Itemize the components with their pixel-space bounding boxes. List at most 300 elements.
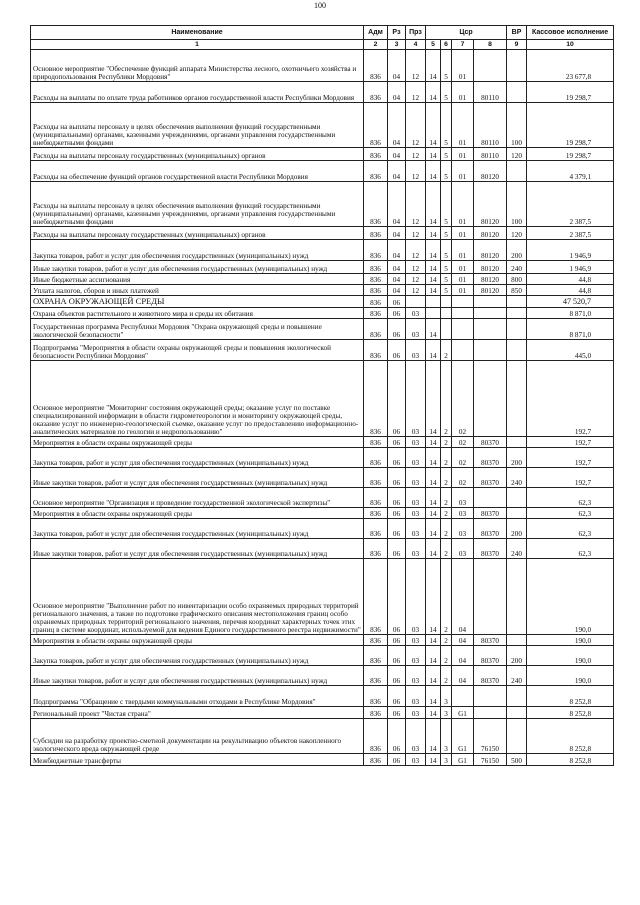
row-prz: 12 <box>406 227 426 240</box>
row-execution: 445,0 <box>527 340 614 361</box>
row-prz: 12 <box>406 161 426 182</box>
row-rz: 06 <box>388 686 406 707</box>
row-execution: 192,7 <box>527 361 614 437</box>
row-csr-part2: 3 <box>441 719 452 754</box>
row-rz: 04 <box>388 240 406 261</box>
row-csr-part4 <box>474 296 507 308</box>
row-csr-part3: 04 <box>452 559 474 635</box>
row-rz: 06 <box>388 635 406 646</box>
row-vr <box>507 319 527 340</box>
row-csr-part2: 5 <box>441 261 452 274</box>
row-adm: 836 <box>364 437 388 448</box>
row-name: Мероприятия в области охраны окружающей среды <box>31 508 364 519</box>
row-vr <box>507 686 527 707</box>
table-row <box>31 240 614 261</box>
row-vr: 240 <box>507 666 527 686</box>
row-csr-part1: 14 <box>426 148 441 161</box>
row-rz: 06 <box>388 508 406 519</box>
row-prz: 03 <box>406 340 426 361</box>
row-csr-part3: 04 <box>452 635 474 646</box>
row-vr <box>507 296 527 308</box>
row-adm: 836 <box>364 340 388 361</box>
row-adm: 836 <box>364 227 388 240</box>
row-vr: 200 <box>507 240 527 261</box>
row-prz: 12 <box>406 274 426 285</box>
row-name: Закупка товаров, работ и услуг для обеспечения государственных (муниципальных) нужд <box>31 646 364 666</box>
row-prz: 03 <box>406 635 426 646</box>
row-csr-part1: 14 <box>426 707 441 719</box>
row-csr-part3: 03 <box>452 508 474 519</box>
row-rz: 04 <box>388 103 406 148</box>
table-row <box>31 103 614 148</box>
row-csr-part4: 80120 <box>474 285 507 296</box>
row-csr-part3: 02 <box>452 468 474 488</box>
row-name: Иные закупки товаров, работ и услуг для обеспечения государственных (муниципальных) нужд <box>31 539 364 559</box>
row-vr <box>507 508 527 519</box>
row-csr-part3: 03 <box>452 519 474 539</box>
row-adm: 836 <box>364 182 388 227</box>
table-row <box>31 646 614 666</box>
row-prz: 12 <box>406 285 426 296</box>
row-adm: 836 <box>364 261 388 274</box>
row-name: Охрана объектов растительного и животного мира и среды их обитания <box>31 308 364 319</box>
row-csr-part1: 14 <box>426 319 441 340</box>
row-csr-part1: 14 <box>426 161 441 182</box>
row-adm: 836 <box>364 666 388 686</box>
row-csr-part2 <box>441 308 452 319</box>
row-csr-part4: 80120 <box>474 161 507 182</box>
row-csr-part1: 14 <box>426 182 441 227</box>
row-csr-part3 <box>452 296 474 308</box>
row-csr-part4: 80370 <box>474 539 507 559</box>
row-csr-part2: 5 <box>441 82 452 103</box>
row-csr-part2: 3 <box>441 707 452 719</box>
col-num-3: 3 <box>388 40 406 50</box>
row-csr-part1: 14 <box>426 754 441 766</box>
row-csr-part4: 80370 <box>474 468 507 488</box>
table-row <box>31 274 614 285</box>
row-name: Иные закупки товаров, работ и услуг для обеспечения государственных (муниципальных) нужд <box>31 261 364 274</box>
row-name: Основное мероприятие "Обеспечение функций аппарата Министерства лесного, охотничьего хозяйства и природопользования Республики Мордовия" <box>31 50 364 82</box>
row-vr <box>507 161 527 182</box>
row-csr-part4 <box>474 559 507 635</box>
table-row <box>31 719 614 754</box>
row-rz: 06 <box>388 488 406 508</box>
row-csr-part4: 80370 <box>474 635 507 646</box>
table-row <box>31 308 614 319</box>
row-csr-part4: 80120 <box>474 227 507 240</box>
row-csr-part2: 5 <box>441 285 452 296</box>
row-execution: 44,8 <box>527 274 614 285</box>
row-name: Расходы на выплаты по оплате труда работников органов государственной власти Республики Мордовия <box>31 82 364 103</box>
row-execution: 190,0 <box>527 646 614 666</box>
row-prz: 03 <box>406 508 426 519</box>
row-csr-part2: 2 <box>441 468 452 488</box>
row-adm: 836 <box>364 448 388 468</box>
row-prz <box>406 296 426 308</box>
row-adm: 836 <box>364 468 388 488</box>
row-vr: 240 <box>507 468 527 488</box>
row-csr-part1: 14 <box>426 50 441 82</box>
row-rz: 06 <box>388 448 406 468</box>
col-num-8: 8 <box>474 40 507 50</box>
row-csr-part1: 14 <box>426 448 441 468</box>
row-csr-part2: 5 <box>441 148 452 161</box>
row-csr-part2: 3 <box>441 754 452 766</box>
row-adm: 836 <box>364 274 388 285</box>
row-execution: 23 677,8 <box>527 50 614 82</box>
row-csr-part4: 80110 <box>474 82 507 103</box>
row-rz: 06 <box>388 666 406 686</box>
row-vr <box>507 82 527 103</box>
row-adm: 836 <box>364 686 388 707</box>
table-row <box>31 488 614 508</box>
row-rz: 06 <box>388 361 406 437</box>
row-name: Расходы на выплаты персоналу государственных (муниципальных) органов <box>31 148 364 161</box>
row-csr-part3: 03 <box>452 539 474 559</box>
row-rz: 04 <box>388 274 406 285</box>
row-adm: 836 <box>364 488 388 508</box>
row-prz: 12 <box>406 148 426 161</box>
row-vr <box>507 707 527 719</box>
column-number-row <box>31 40 614 50</box>
col-num-5: 5 <box>426 40 441 50</box>
row-csr-part1: 14 <box>426 227 441 240</box>
col-num-6: 6 <box>441 40 452 50</box>
row-adm: 836 <box>364 240 388 261</box>
row-prz: 12 <box>406 50 426 82</box>
row-prz: 03 <box>406 361 426 437</box>
row-vr <box>507 361 527 437</box>
row-prz: 12 <box>406 103 426 148</box>
row-csr-part4: 80370 <box>474 448 507 468</box>
row-csr-part3 <box>452 319 474 340</box>
row-csr-part2 <box>441 296 452 308</box>
row-csr-part1: 14 <box>426 508 441 519</box>
row-csr-part1: 14 <box>426 437 441 448</box>
row-csr-part1: 14 <box>426 646 441 666</box>
row-csr-part3: 01 <box>452 148 474 161</box>
row-execution: 62,3 <box>527 508 614 519</box>
row-csr-part2: 2 <box>441 361 452 437</box>
row-csr-part1: 14 <box>426 719 441 754</box>
row-name: Государственная программа Республики Мордовия "Охрана окружающей среды и повышение экологической безопасности" <box>31 319 364 340</box>
row-prz: 03 <box>406 468 426 488</box>
row-vr <box>507 308 527 319</box>
row-csr-part2 <box>441 319 452 340</box>
row-rz: 04 <box>388 161 406 182</box>
row-execution: 8 871,0 <box>527 319 614 340</box>
row-csr-part3: 01 <box>452 82 474 103</box>
row-csr-part4: 76150 <box>474 719 507 754</box>
row-name: Закупка товаров, работ и услуг для обеспечения государственных (муниципальных) нужд <box>31 448 364 468</box>
row-name: Основное мероприятие "Выполнение работ по инвентаризации особо охраняемых природных территорий регионального значения, а также по подготовке графического описания местоположения границ особо охраняемых природных территорий регионального значения, перечня координат характерных точек этих границ в системе координат, используемой для ведения Единого государственного реестра недвижимости" <box>31 559 364 635</box>
row-execution: 190,0 <box>527 559 614 635</box>
row-csr-part4: 80120 <box>474 182 507 227</box>
row-csr-part4: 80370 <box>474 666 507 686</box>
row-csr-part1: 14 <box>426 285 441 296</box>
row-csr-part2: 5 <box>441 161 452 182</box>
table-row <box>31 707 614 719</box>
header-row <box>31 26 614 40</box>
row-name: Мероприятия в области охраны окружающей среды <box>31 635 364 646</box>
table-row <box>31 448 614 468</box>
table-row <box>31 468 614 488</box>
row-name: Мероприятия в области охраны окружающей среды <box>31 437 364 448</box>
row-execution: 44,8 <box>527 285 614 296</box>
row-prz: 03 <box>406 437 426 448</box>
row-prz: 12 <box>406 240 426 261</box>
row-execution: 8 252,8 <box>527 719 614 754</box>
table-row <box>31 686 614 707</box>
table-row <box>31 437 614 448</box>
row-csr-part2: 2 <box>441 666 452 686</box>
row-csr-part2: 5 <box>441 274 452 285</box>
row-execution: 19 298,7 <box>527 82 614 103</box>
row-rz: 06 <box>388 340 406 361</box>
col-num-10: 10 <box>527 40 614 50</box>
row-adm: 836 <box>364 635 388 646</box>
row-name: Уплата налогов, сборов и иных платежей <box>31 285 364 296</box>
row-csr-part2: 2 <box>441 519 452 539</box>
row-vr: 200 <box>507 519 527 539</box>
row-vr <box>507 488 527 508</box>
row-name: Подпрограмма "Мероприятия в области охраны окружающей среды и повышения экологической безопасности Республики Мордовия" <box>31 340 364 361</box>
col-num-4: 4 <box>406 40 426 50</box>
table-body <box>31 50 614 766</box>
row-rz: 06 <box>388 707 406 719</box>
row-adm: 836 <box>364 361 388 437</box>
row-name: Расходы на выплаты персоналу в целях обеспечения выполнения функций государственными (муниципальными) органами, казенными учреждениями, органами управления государственными внебюджетными фондами <box>31 182 364 227</box>
row-rz: 06 <box>388 437 406 448</box>
table-row <box>31 82 614 103</box>
row-csr-part4: 80120 <box>474 261 507 274</box>
row-execution: 62,3 <box>527 488 614 508</box>
row-prz: 03 <box>406 448 426 468</box>
row-rz: 06 <box>388 754 406 766</box>
row-csr-part2: 5 <box>441 103 452 148</box>
row-csr-part1: 14 <box>426 635 441 646</box>
budget-table <box>30 25 614 766</box>
row-csr-part4: 80120 <box>474 274 507 285</box>
row-execution: 19 298,7 <box>527 148 614 161</box>
row-rz: 06 <box>388 319 406 340</box>
table-row <box>31 50 614 82</box>
row-csr-part1: 14 <box>426 261 441 274</box>
row-csr-part3: 02 <box>452 437 474 448</box>
row-prz: 03 <box>406 559 426 635</box>
row-vr: 500 <box>507 754 527 766</box>
row-rz: 06 <box>388 646 406 666</box>
row-adm: 836 <box>364 296 388 308</box>
row-vr: 100 <box>507 103 527 148</box>
row-vr: 200 <box>507 448 527 468</box>
row-adm: 836 <box>364 646 388 666</box>
row-execution: 192,7 <box>527 437 614 448</box>
row-adm: 836 <box>364 707 388 719</box>
row-prz: 03 <box>406 519 426 539</box>
row-csr-part4 <box>474 340 507 361</box>
row-csr-part1: 14 <box>426 468 441 488</box>
row-adm: 836 <box>364 559 388 635</box>
row-execution: 192,7 <box>527 448 614 468</box>
row-name: Закупка товаров, работ и услуг для обеспечения государственных (муниципальных) нужд <box>31 240 364 261</box>
row-csr-part4 <box>474 361 507 437</box>
row-rz: 04 <box>388 182 406 227</box>
row-csr-part3: 01 <box>452 240 474 261</box>
row-name: Иные закупки товаров, работ и услуг для обеспечения государственных (муниципальных) нужд <box>31 468 364 488</box>
row-csr-part2: 2 <box>441 646 452 666</box>
table-row <box>31 182 614 227</box>
page-number: 100 <box>314 1 326 10</box>
row-prz: 03 <box>406 666 426 686</box>
row-name: Иные бюджетные ассигнования <box>31 274 364 285</box>
row-rz: 04 <box>388 285 406 296</box>
row-csr-part2: 5 <box>441 227 452 240</box>
row-execution: 8 252,8 <box>527 686 614 707</box>
row-csr-part3 <box>452 686 474 707</box>
row-adm: 836 <box>364 508 388 519</box>
row-prz: 03 <box>406 308 426 319</box>
row-execution: 190,0 <box>527 635 614 646</box>
row-prz: 03 <box>406 686 426 707</box>
row-csr-part2: 2 <box>441 437 452 448</box>
row-csr-part3: G1 <box>452 754 474 766</box>
row-csr-part4 <box>474 488 507 508</box>
row-csr-part4: 76150 <box>474 754 507 766</box>
row-prz: 12 <box>406 261 426 274</box>
row-name: Субсидии на разработку проектно-сметной документации на рекультивацию объектов накопленного экологического вреда окружающей среде <box>31 719 364 754</box>
row-prz: 03 <box>406 754 426 766</box>
row-csr-part1: 14 <box>426 666 441 686</box>
row-csr-part3 <box>452 308 474 319</box>
row-prz: 12 <box>406 82 426 103</box>
row-name: Межбюджетные трансферты <box>31 754 364 766</box>
row-csr-part3: 01 <box>452 227 474 240</box>
row-csr-part1: 14 <box>426 240 441 261</box>
row-csr-part4: 80370 <box>474 519 507 539</box>
row-execution: 8 252,8 <box>527 707 614 719</box>
row-csr-part4 <box>474 707 507 719</box>
row-csr-part2: 2 <box>441 448 452 468</box>
row-adm: 836 <box>364 50 388 82</box>
header-vr: ВР <box>507 26 527 40</box>
col-num-9: 9 <box>507 40 527 50</box>
row-csr-part4 <box>474 319 507 340</box>
row-csr-part4 <box>474 50 507 82</box>
header-prz: Прз <box>406 26 426 40</box>
row-rz: 06 <box>388 296 406 308</box>
row-csr-part1 <box>426 308 441 319</box>
row-csr-part1: 14 <box>426 82 441 103</box>
row-rz: 04 <box>388 148 406 161</box>
row-adm: 836 <box>364 319 388 340</box>
row-rz: 06 <box>388 539 406 559</box>
table-row <box>31 666 614 686</box>
row-csr-part1: 14 <box>426 488 441 508</box>
row-prz: 03 <box>406 488 426 508</box>
row-rz: 04 <box>388 50 406 82</box>
row-execution: 2 387,5 <box>527 182 614 227</box>
table-row <box>31 559 614 635</box>
row-csr-part2: 5 <box>441 182 452 227</box>
row-rz: 04 <box>388 227 406 240</box>
row-rz: 06 <box>388 308 406 319</box>
row-csr-part1: 14 <box>426 274 441 285</box>
row-csr-part2: 2 <box>441 340 452 361</box>
row-name: Основное мероприятие "Организация и проведение государственной экологической экспертизы" <box>31 488 364 508</box>
table-row <box>31 508 614 519</box>
row-execution: 1 946,9 <box>527 240 614 261</box>
row-name: Закупка товаров, работ и услуг для обеспечения государственных (муниципальных) нужд <box>31 519 364 539</box>
row-vr: 120 <box>507 227 527 240</box>
row-rz: 06 <box>388 519 406 539</box>
row-adm: 836 <box>364 754 388 766</box>
row-csr-part1: 14 <box>426 340 441 361</box>
row-prz: 03 <box>406 539 426 559</box>
header-csr: Цср <box>426 26 507 40</box>
row-csr-part1: 14 <box>426 103 441 148</box>
row-vr: 800 <box>507 274 527 285</box>
row-vr <box>507 437 527 448</box>
row-csr-part1: 14 <box>426 519 441 539</box>
row-vr <box>507 635 527 646</box>
row-csr-part3: 01 <box>452 161 474 182</box>
table-row <box>31 340 614 361</box>
row-execution: 2 387,5 <box>527 227 614 240</box>
header-exec: Кассовое исполнение <box>527 26 614 40</box>
row-vr <box>507 340 527 361</box>
row-execution: 1 946,9 <box>527 261 614 274</box>
row-vr: 240 <box>507 261 527 274</box>
row-vr: 100 <box>507 182 527 227</box>
table-row <box>31 285 614 296</box>
row-rz: 06 <box>388 559 406 635</box>
col-num-7: 7 <box>452 40 474 50</box>
row-csr-part2: 5 <box>441 240 452 261</box>
row-adm: 836 <box>364 161 388 182</box>
row-csr-part2: 2 <box>441 508 452 519</box>
row-name: Расходы на выплаты персоналу в целях обеспечения выполнения функций государственными (муниципальными) органами, казенными учреждениями, органами управления государственными внебюджетными фондами <box>31 103 364 148</box>
row-name: Расходы на выплаты персоналу государственных (муниципальных) органов <box>31 227 364 240</box>
row-csr-part2: 2 <box>441 539 452 559</box>
row-csr-part2: 5 <box>441 50 452 82</box>
table-row <box>31 227 614 240</box>
row-vr: 240 <box>507 539 527 559</box>
row-csr-part3: 02 <box>452 448 474 468</box>
row-adm: 836 <box>364 82 388 103</box>
row-execution: 4 379,1 <box>527 161 614 182</box>
row-csr-part3: 01 <box>452 261 474 274</box>
row-csr-part4: 80110 <box>474 103 507 148</box>
col-num-1: 1 <box>31 40 364 50</box>
row-prz: 03 <box>406 646 426 666</box>
row-vr: 850 <box>507 285 527 296</box>
row-name: Основное мероприятие "Мониторинг состояния окружающей среды; оказание услуг по поставке специализированной информации в области гидрометеорологии и мониторингу окружающей среды, оказание услуг по инженерно-геологической съемке, оказание услуг по предоставлению информационно-аналитических материалов по геологии и недропользованию" <box>31 361 364 437</box>
row-vr <box>507 50 527 82</box>
header-rz: Рз <box>388 26 406 40</box>
row-csr-part3: G1 <box>452 719 474 754</box>
row-csr-part4: 80370 <box>474 508 507 519</box>
row-execution: 8 252,8 <box>527 754 614 766</box>
row-prz: 12 <box>406 182 426 227</box>
row-csr-part3: G1 <box>452 707 474 719</box>
row-execution: 192,7 <box>527 468 614 488</box>
table-row <box>31 161 614 182</box>
row-rz: 04 <box>388 261 406 274</box>
table-row <box>31 635 614 646</box>
header-adm: Адм <box>364 26 388 40</box>
